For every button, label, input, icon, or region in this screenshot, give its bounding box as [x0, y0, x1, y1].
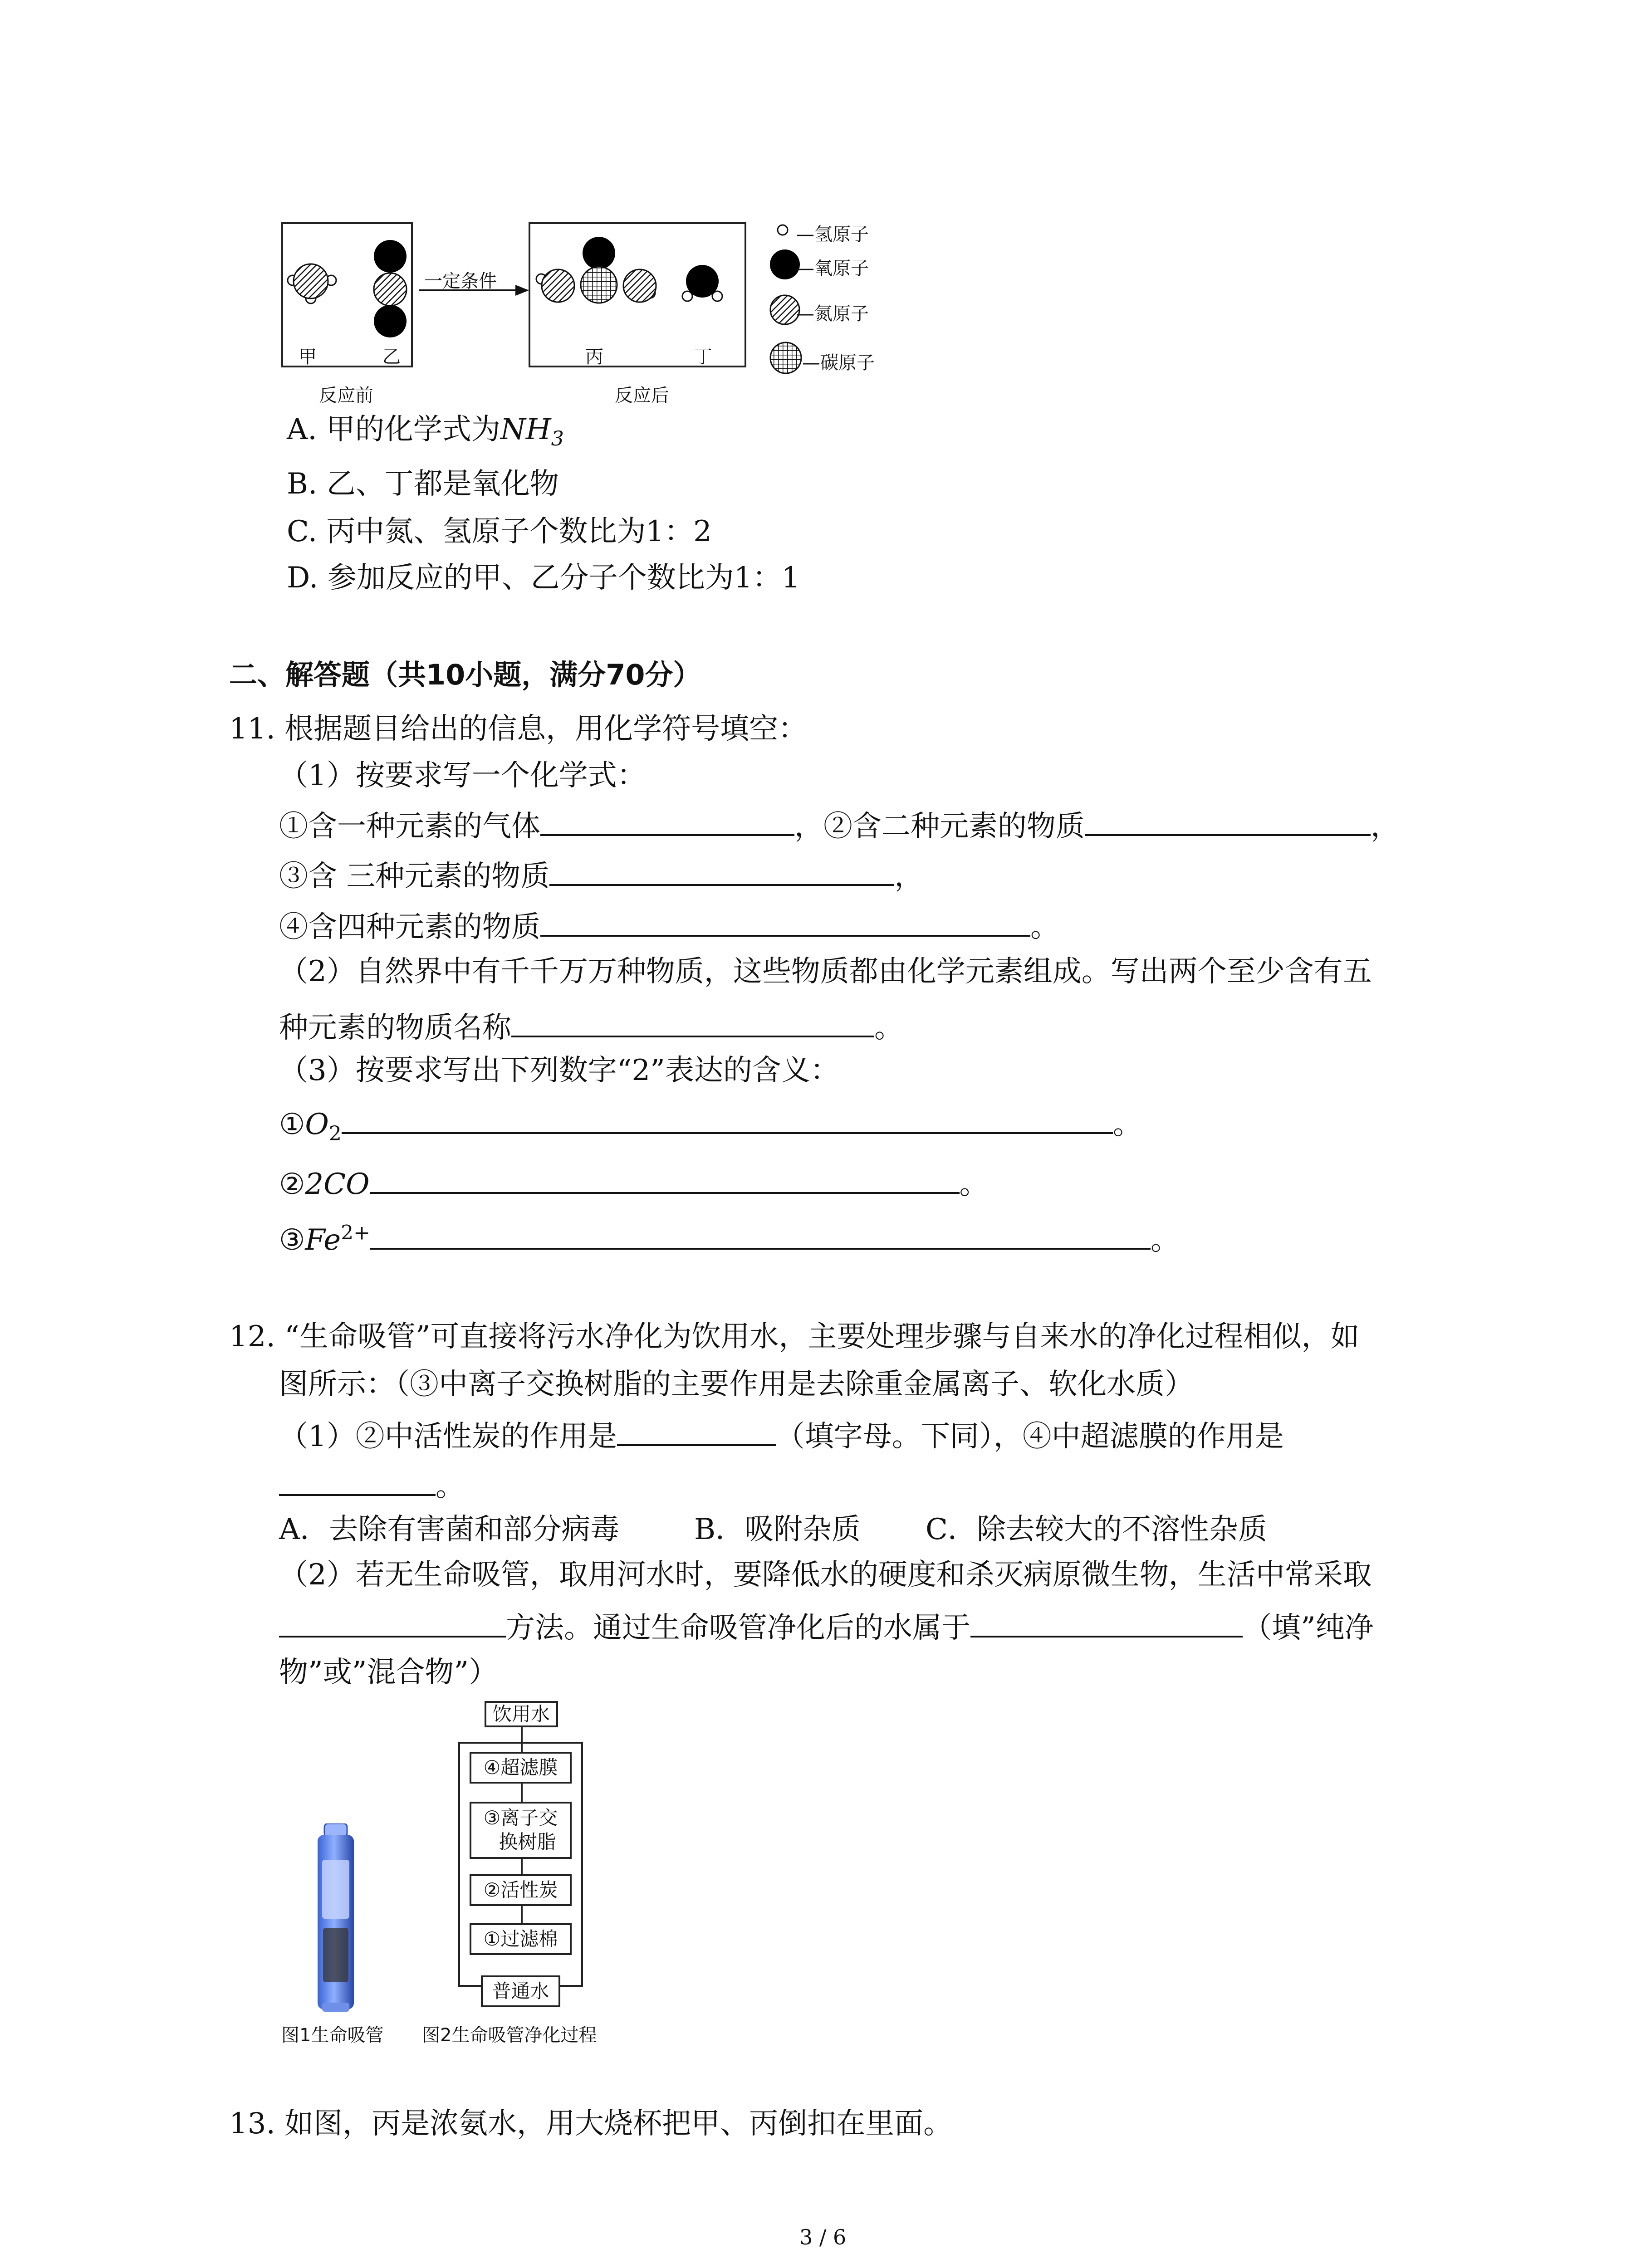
- q12-part1: （1）②中活性炭的作用是 （填字母。下同），④中超滤膜的作用是: [279, 1420, 1284, 1453]
- molecule-ding: [682, 265, 722, 301]
- answer-blank-2[interactable]: [511, 1010, 874, 1037]
- page-number: 3 / 6: [799, 2225, 847, 2249]
- answer-blank-1a[interactable]: [540, 809, 794, 836]
- q13-stem: 13. 如图，丙是浓氨水，用大烧杯把甲、丙倒扣在里面。: [229, 2107, 953, 2141]
- q12-part2-line3: 物”或”混合物”）: [279, 1656, 498, 1689]
- after-molecules: [529, 222, 746, 367]
- q11-part1-row3: ④含四种元素的物质 。: [279, 910, 1059, 944]
- flow-ordinary-water: 普通水: [481, 1975, 560, 2007]
- before-right-label: 乙: [382, 347, 401, 367]
- option-c: C. 丙中氮、氢原子个数比为1：2: [287, 515, 712, 548]
- answer-blank-q12-1b[interactable]: [279, 1469, 436, 1496]
- answer-blank-3c[interactable]: [370, 1222, 1151, 1250]
- fig2-caption: 图2生命吸管净化过程: [422, 2025, 597, 2046]
- flow-activated-carbon: ②活性炭: [470, 1874, 572, 1906]
- q12-option-b: B．吸附杂质: [694, 1513, 861, 1546]
- answer-blank-q12-1a[interactable]: [617, 1419, 776, 1446]
- flow-ion-exchange: ③离子交 换树脂: [470, 1802, 572, 1859]
- option-d: D. 参加反应的甲、乙分子个数比为1：1: [287, 561, 800, 595]
- before-left-label: 甲: [299, 347, 317, 367]
- answer-blank-3a[interactable]: [342, 1107, 1113, 1134]
- q12-part2-line2: 方法。通过生命吸管净化后的水属于 （填”纯净: [279, 1610, 1374, 1642]
- q12-part1-cont: 。: [279, 1469, 465, 1501]
- carbon-atom-icon: [769, 341, 803, 375]
- q11-part3-b: ②2CO 。: [279, 1168, 989, 1201]
- q11-part3-c: $③Fe^{2+}$ 。: [279, 1221, 1180, 1257]
- flow-filter-cotton: ①过滤棉: [470, 1923, 572, 1955]
- after-right-label: 丁: [694, 347, 712, 367]
- q12-line2: 图所示：（③中离子交换树脂的主要作用是去除重金属离子、软化水质）: [279, 1368, 1194, 1401]
- life-straw-image: [309, 1823, 363, 2014]
- q11-part1-row2: ③含 三种元素的物质 ，: [279, 860, 924, 893]
- q12-option-a: A．去除有害菌和部分病毒: [279, 1513, 620, 1546]
- before-caption: 反应前: [319, 385, 373, 406]
- fig1-caption: 图1生命吸管: [281, 2025, 384, 2046]
- answer-blank-1c[interactable]: [549, 859, 894, 886]
- reaction-condition-label: 一定条件: [424, 271, 497, 292]
- q11-part1-row1: ①含一种元素的气体 ，②含二种元素的物质 ，: [279, 810, 1400, 843]
- option-a: A. 甲的化学式为$NH_3$: [287, 413, 564, 450]
- hydrogen-atom-icon: [776, 223, 789, 237]
- flow-ultrafiltration: ④超滤膜: [470, 1752, 572, 1784]
- q11-part1: （1）按要求写一个化学式：: [279, 759, 646, 792]
- q12-option-c: C．除去较大的不溶性杂质: [926, 1513, 1267, 1546]
- q11-part2-line1: （2）自然界中有千千万万种物质，这些物质都由化学元素组成。写出两个至少含有五: [279, 955, 1372, 988]
- section-2-title: 二、解答题（共10小题，满分70分）: [229, 658, 701, 691]
- option-b: B. 乙、丁都是氧化物: [287, 467, 559, 501]
- molecule-jia: [288, 264, 336, 303]
- legend-carbon: —碳原子: [802, 352, 875, 373]
- q11-part3-a: $①O_2$ 。: [279, 1108, 1142, 1145]
- q11-stem: 11. 根据题目给出的信息，用化学符号填空：: [229, 712, 808, 746]
- q12-line1: 12. “生命吸管”可直接将污水净化为饮用水，主要处理步骤与自来水的净化过程相似，如: [229, 1320, 1360, 1354]
- answer-blank-q12-2b[interactable]: [970, 1610, 1243, 1637]
- flow-connectors: [458, 1724, 585, 1978]
- answer-blank-1b[interactable]: [1085, 809, 1371, 836]
- flow-drinking-water: 饮用水: [485, 1701, 558, 1727]
- answer-blank-1d[interactable]: [540, 909, 1030, 937]
- molecule-bing: [536, 237, 656, 303]
- legend-nitrogen: —氮原子: [796, 303, 869, 324]
- answer-blank-q12-2a[interactable]: [279, 1610, 506, 1637]
- q11-part3: （3）按要求写出下列数字“2”表达的含义：: [279, 1054, 839, 1087]
- legend-hydrogen: —氢原子: [796, 224, 869, 245]
- answer-blank-3b[interactable]: [370, 1167, 960, 1194]
- q12-part2-line1: （2）若无生命吸管，取用河水时，要降低水的硬度和杀灭病原微生物，生活中常采取: [279, 1558, 1372, 1592]
- reaction-arrow: [417, 281, 531, 299]
- after-caption: 反应后: [615, 385, 669, 406]
- q11-part2-line2: 种元素的物质名称 。: [279, 1011, 903, 1045]
- after-left-label: 丙: [585, 347, 603, 367]
- legend-oxygen: —氧原子: [796, 258, 869, 279]
- molecule-yi: [374, 240, 407, 337]
